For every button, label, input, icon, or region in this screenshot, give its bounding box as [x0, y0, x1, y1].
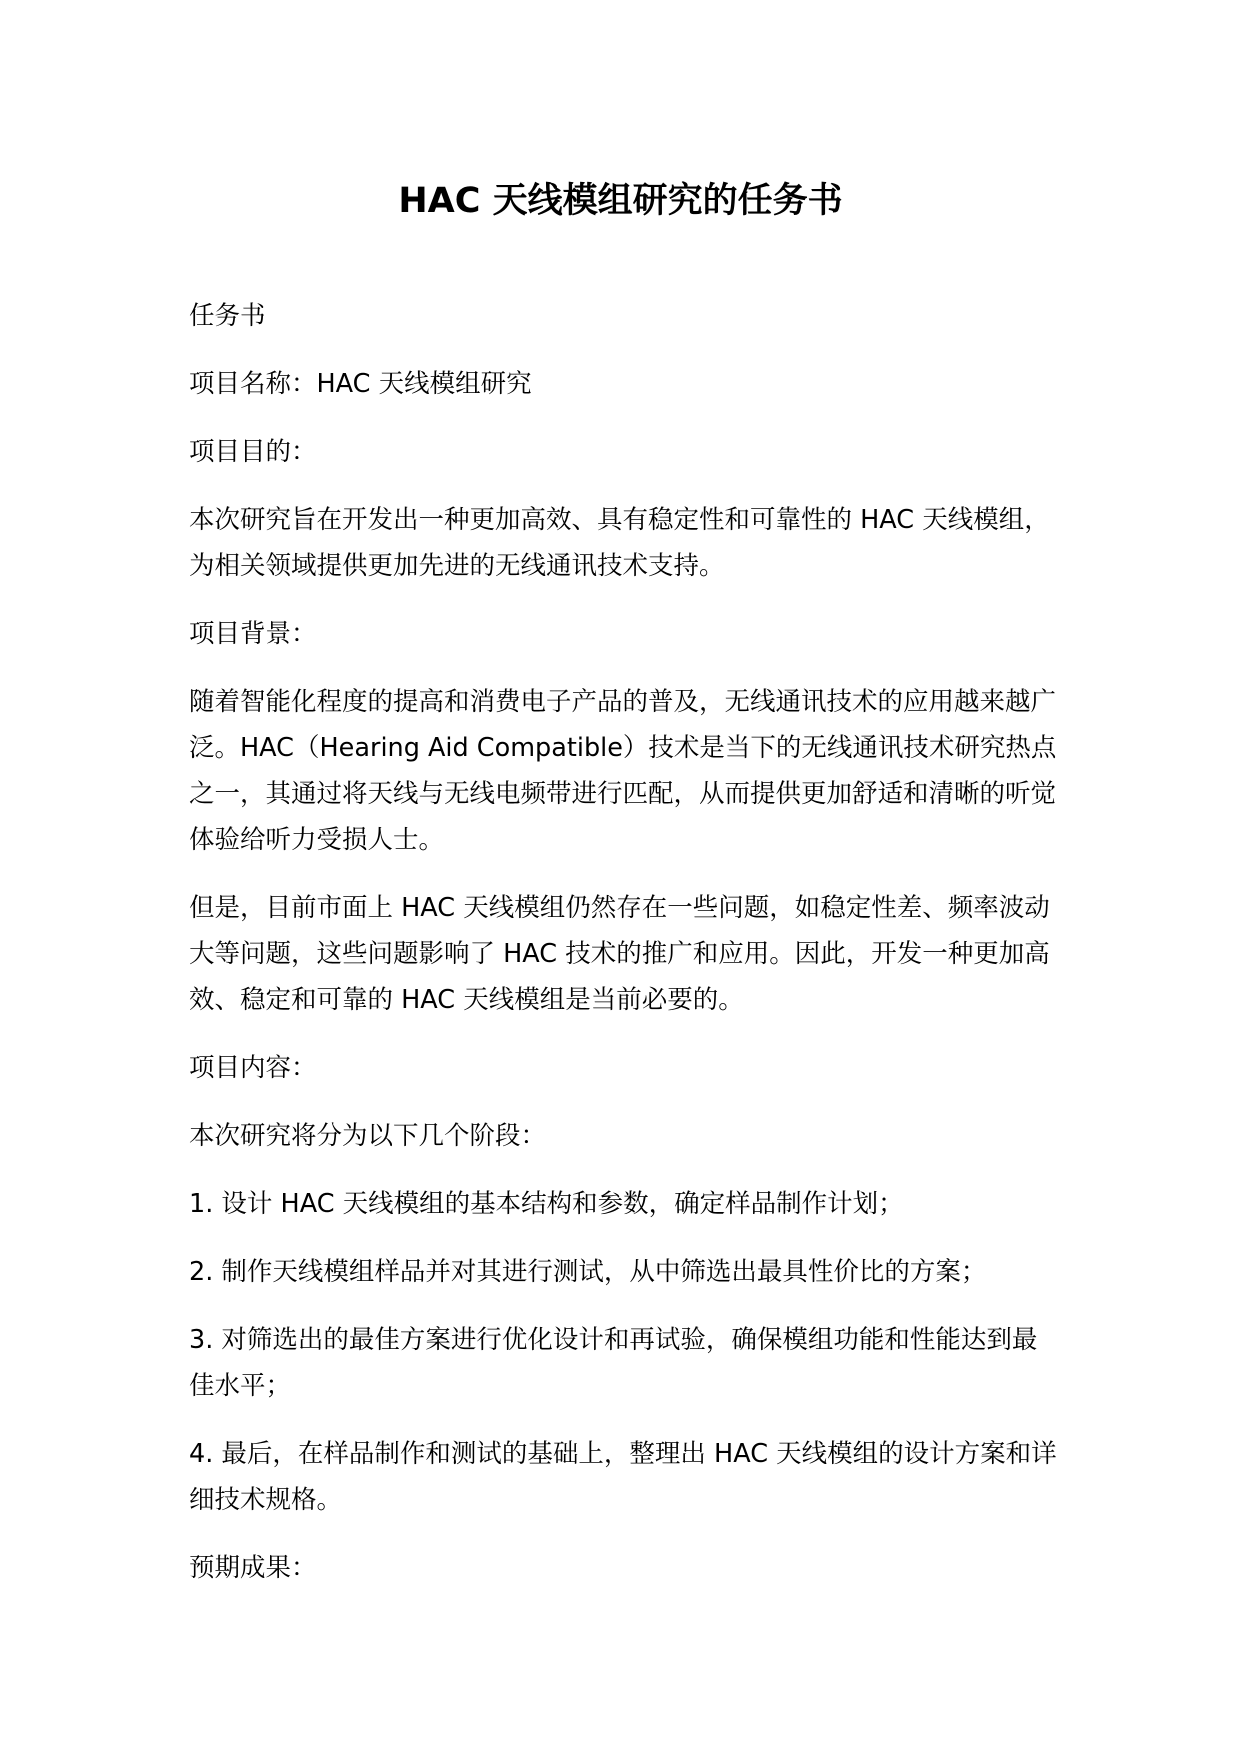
background-paragraph-1: 随着智能化程度的提高和消费电子产品的普及，无线通讯技术的应用越来越广泛。HAC（Hearing Aid Compatible）技术是当下的无线通讯技术研究热点之一，其通过将天线与无线电频带进行匹配，从而提供更加舒适和清晰的听觉体验给听力受损人士。	[189, 687, 1057, 855]
list-item: 4. 最后，在样品制作和测试的基础上，整理出 HAC 天线模组的设计方案和详细技术规格。	[189, 1439, 1057, 1515]
project-name: 项目名称：HAC 天线模组研究	[189, 369, 532, 399]
heading-project-content: 项目内容：	[189, 1053, 317, 1083]
heading-task-book: 任务书	[189, 301, 266, 331]
background-paragraph-2: 但是，目前市面上 HAC 天线模组仍然存在一些问题，如稳定性差、频率波动大等问题，这些问题影响了 HAC 技术的推广和应用。因此，开发一种更加高效、稳定和可靠的 HAC 天线模组是当前必要的。	[189, 893, 1050, 1015]
list-item: 2. 制作天线模组样品并对其进行测试，从中筛选出最具性价比的方案；	[189, 1257, 987, 1287]
list-item: 1. 设计 HAC 天线模组的基本结构和参数，确定样品制作计划；	[189, 1189, 904, 1219]
list-item: 3. 对筛选出的最佳方案进行优化设计和再试验，确保模组功能和性能达到最佳水平；	[189, 1325, 1038, 1401]
heading-project-purpose: 项目目的：	[189, 437, 317, 467]
purpose-paragraph: 本次研究旨在开发出一种更加高效、具有稳定性和可靠性的 HAC 天线模组，为相关领域提供更加先进的无线通讯技术支持。	[189, 505, 1050, 581]
heading-expected-results: 预期成果：	[189, 1553, 317, 1583]
content-intro: 本次研究将分为以下几个阶段：	[189, 1121, 547, 1151]
document-body	[189, 293, 1059, 1613]
document-title: HAC 天线模组研究的任务书	[398, 181, 843, 221]
heading-project-background: 项目背景：	[189, 619, 317, 649]
